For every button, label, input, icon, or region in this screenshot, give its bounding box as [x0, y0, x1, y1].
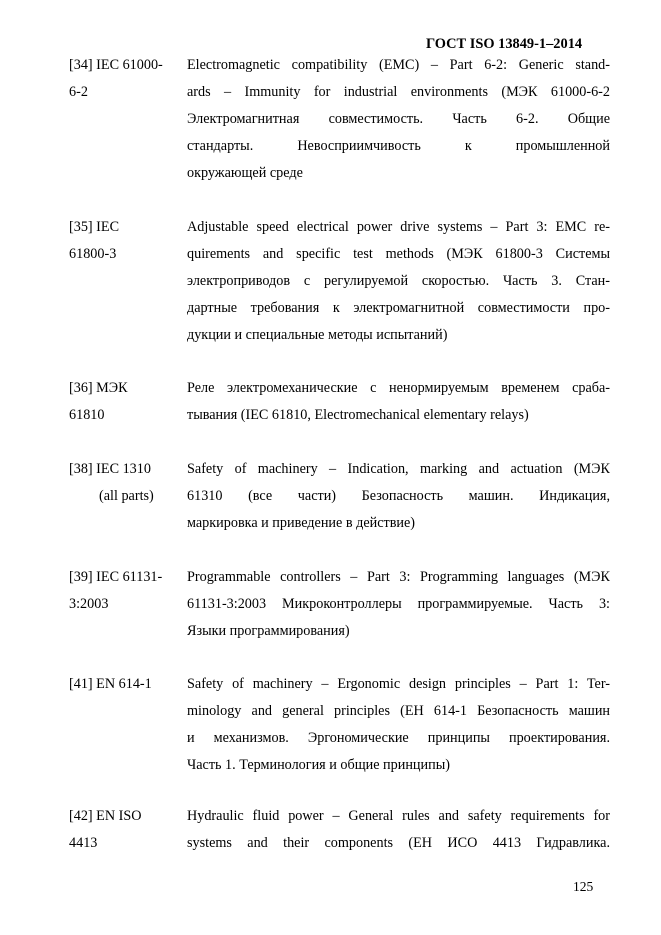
reference-description	[187, 52, 610, 187]
page-number: 125	[573, 879, 594, 894]
document-header: ГОСТ ISO 13849-1–2014	[426, 36, 583, 52]
reference-id-line: (all parts)	[99, 488, 154, 504]
description-line: ards – Immunity for industrial environments (МЭК 61000-6-2	[187, 84, 610, 100]
reference-id-line: [42] EN ISO	[69, 808, 142, 824]
reference-id	[69, 671, 179, 698]
description-line: и механизмов. Эргономические принципы проектирования.	[187, 730, 610, 746]
description-line: Часть 1. Терминология и общие принципы)	[187, 757, 450, 773]
description-line: Adjustable speed electrical power drive systems – Part 3: EMC re-	[187, 219, 610, 235]
description-line: Электромагнитная совместимость. Часть 6-2. Общие	[187, 111, 610, 127]
reference-id	[69, 214, 179, 268]
description-line: электроприводов с регулируемой скоростью. Часть 3. Стан-	[187, 273, 610, 289]
description-line: systems and their components (ЕН ИСО 4413 Гидравлика.	[187, 835, 610, 851]
description-line: Safety of machinery – Indication, marking and actuation (МЭК	[187, 461, 610, 477]
reference-description	[187, 375, 610, 429]
reference-id-line: [39] IEC 61131-	[69, 569, 163, 585]
reference-id-line: 61810	[69, 407, 105, 423]
reference-description	[187, 803, 610, 857]
description-line: дартные требования к электромагнитной совместимости про-	[187, 300, 610, 316]
description-line: Реле электромеханические с ненормируемым временем сраба-	[187, 380, 610, 396]
reference-id-line: 6-2	[69, 84, 88, 100]
reference-id-line: 4413	[69, 835, 98, 851]
reference-id	[69, 803, 179, 857]
description-line: стандарты. Невосприимчивость к промышленной	[187, 138, 610, 154]
reference-description	[187, 671, 610, 779]
reference-id-line: [34] IEC 61000-	[69, 57, 163, 73]
reference-id-line: 3:2003	[69, 596, 109, 612]
description-line: 61131-3:2003 Микроконтроллеры программируемые. Часть 3:	[187, 596, 610, 612]
reference-id	[69, 375, 179, 429]
reference-id-line: [41] EN 614-1	[69, 676, 152, 692]
reference-id	[69, 564, 179, 618]
description-line: Programmable controllers – Part 3: Programming languages (МЭК	[187, 569, 610, 585]
description-line: тывания (IEC 61810, Electromechanical elementary relays)	[187, 407, 529, 423]
reference-description	[187, 456, 610, 537]
reference-id	[69, 456, 179, 510]
description-line: 61310 (все части) Безопасность машин. Индикация,	[187, 488, 610, 504]
reference-id-line: [38] IEC 1310	[69, 461, 151, 477]
description-line: маркировка и приведение в действие)	[187, 515, 416, 531]
reference-id-line: [35] IEC	[69, 219, 120, 235]
reference-description	[187, 214, 610, 349]
reference-description	[187, 564, 610, 645]
description-line: Safety of machinery – Ergonomic design principles – Part 1: Ter-	[187, 676, 610, 692]
description-line: Electromagnetic compatibility (EMC) – Part 6-2: Generic stand-	[187, 57, 610, 73]
description-line: minology and general principles (ЕН 614-1 Безопасность машин	[187, 703, 610, 719]
description-line: дукции и специальные методы испытаний)	[187, 327, 448, 343]
reference-id-line: 61800-3	[69, 246, 117, 262]
description-line: Языки программирования)	[187, 623, 350, 639]
reference-id	[69, 52, 179, 106]
description-line: quirements and specific test methods (МЭК 61800-3 Системы	[187, 246, 610, 262]
description-line: окружающей среде	[187, 165, 303, 181]
description-line: Hydraulic fluid power – General rules and safety requirements for	[187, 808, 610, 824]
reference-id-line: [36] МЭК	[69, 380, 128, 396]
